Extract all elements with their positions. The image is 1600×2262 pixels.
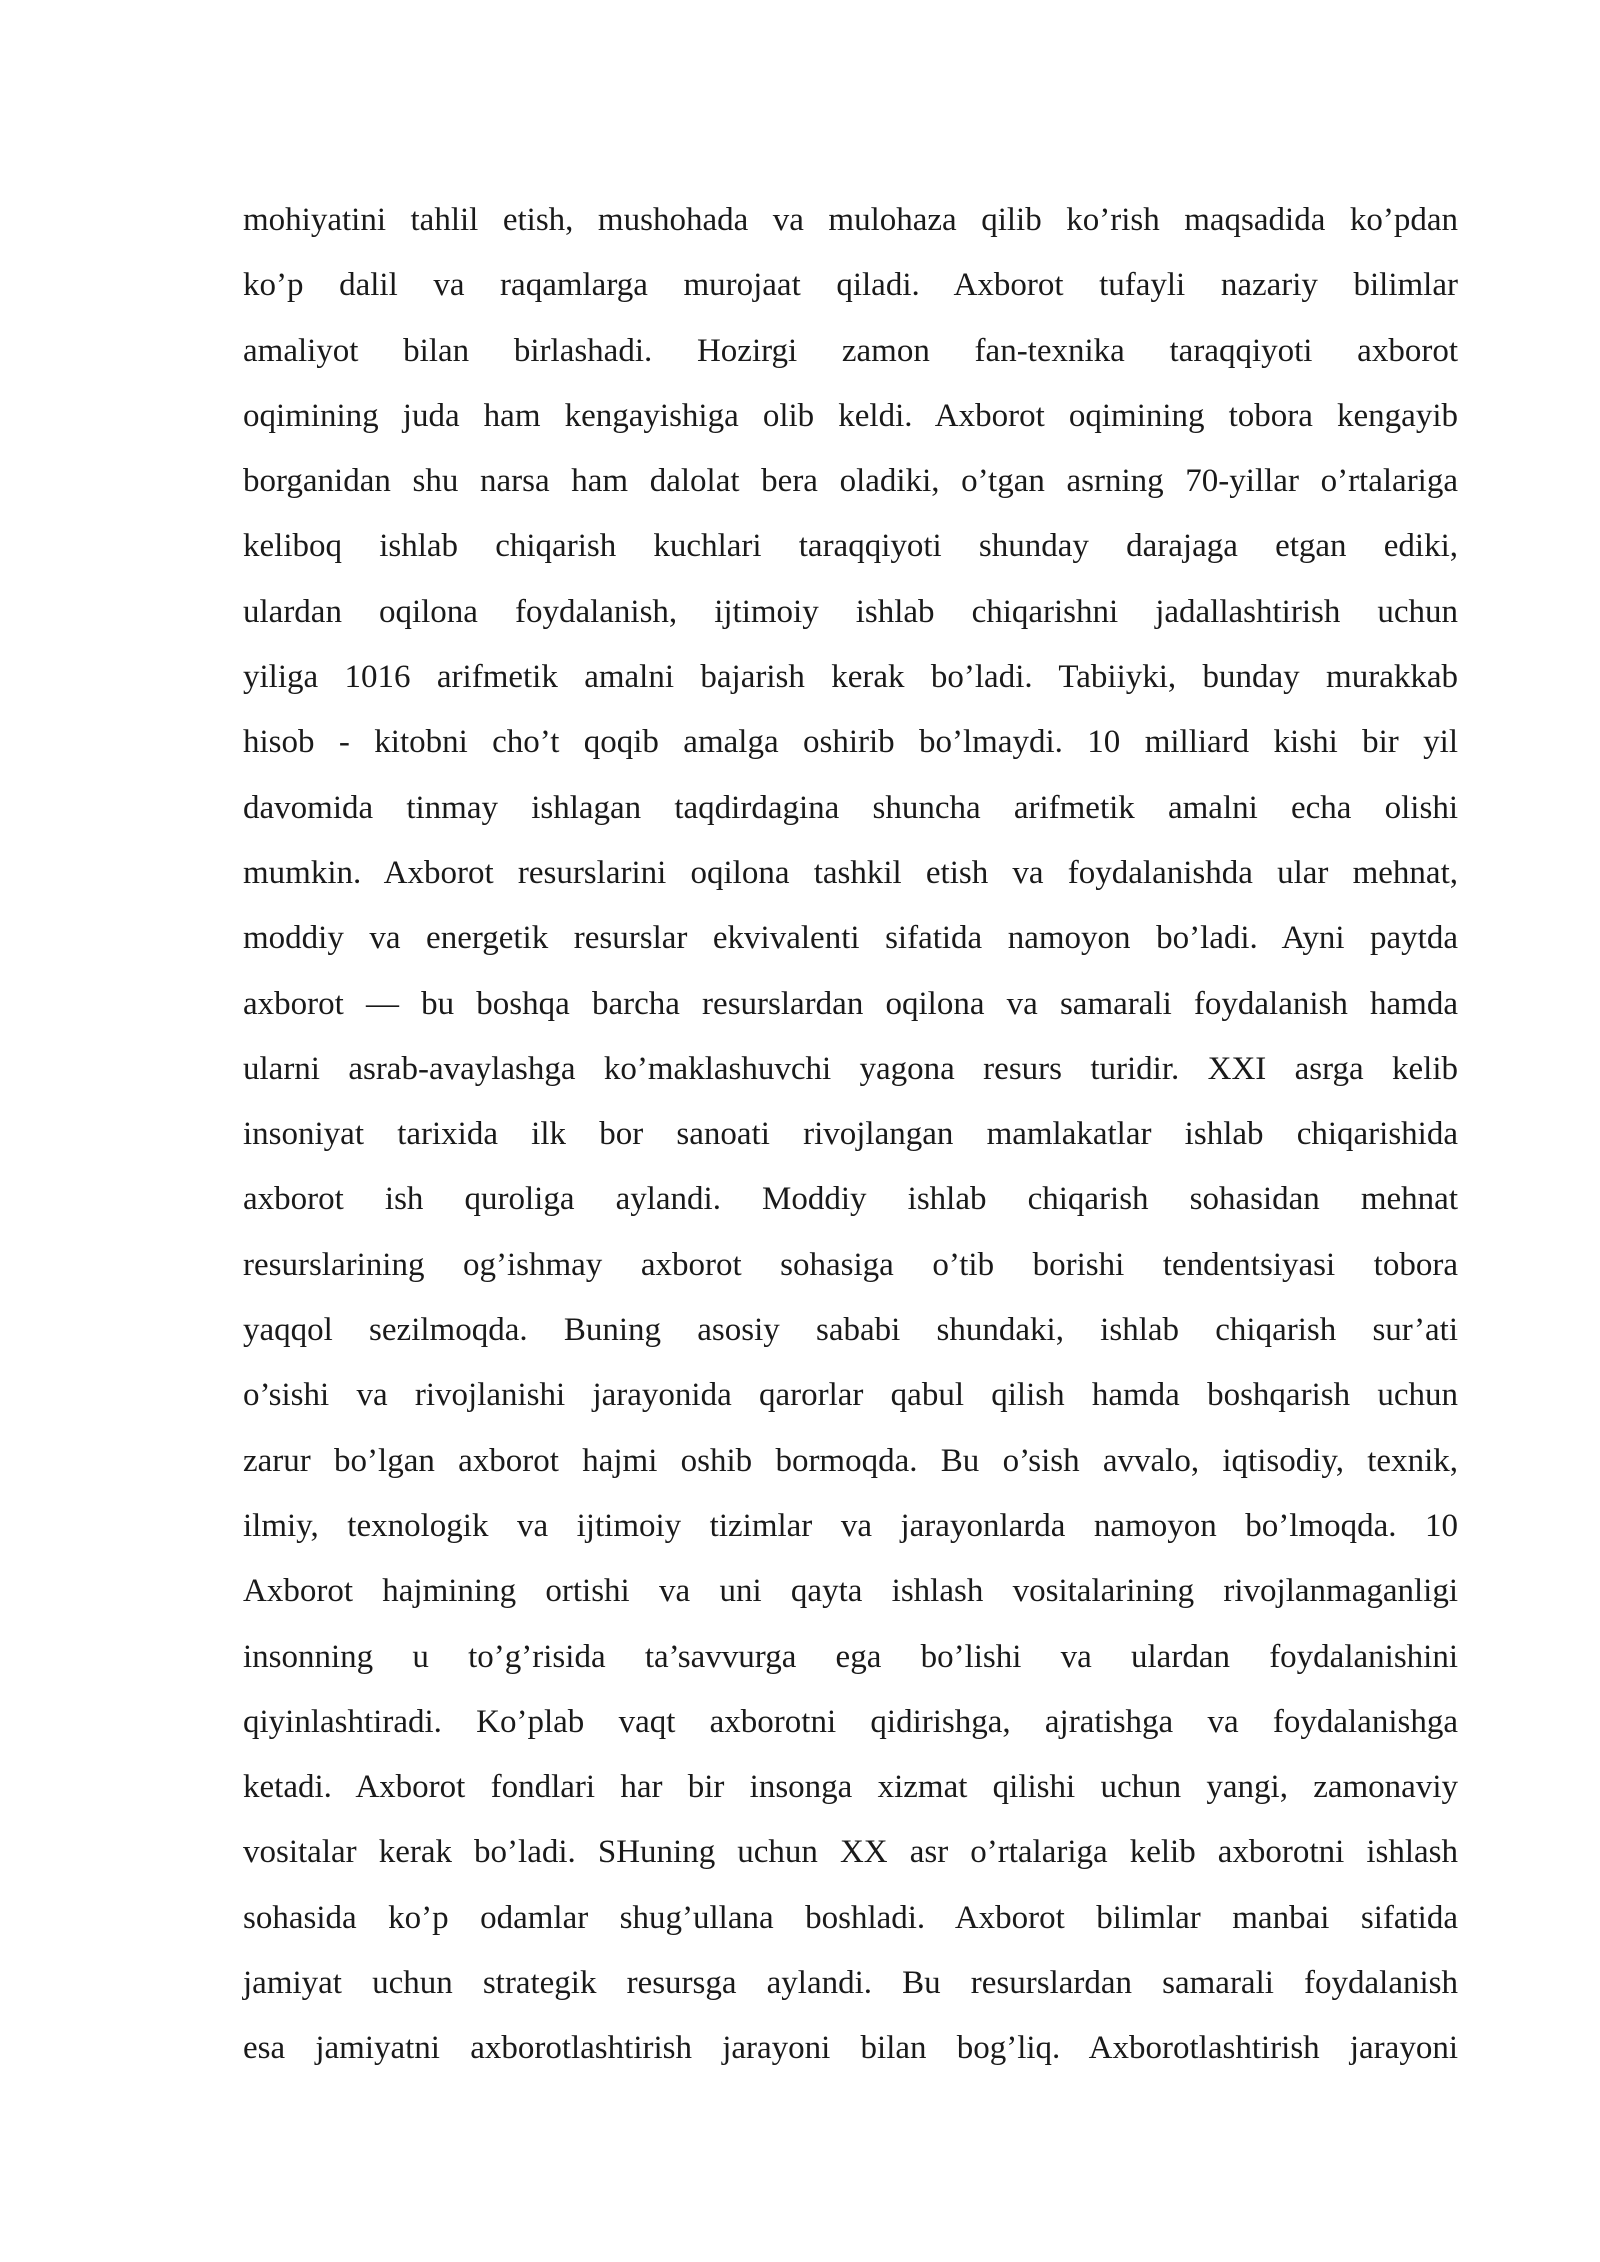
text-line: ko’p dalil va raqamlarga murojaat qiladi. Axborot tufayli nazariy bilimlar xyxy=(243,267,1458,304)
text-line: esa jamiyatni axborotlashtirish jarayoni bilan bog’liq. Axborotlashtirish jarayoni xyxy=(243,2030,1458,2067)
text-line: keliboq ishlab chiqarish kuchlari taraqqiyoti shunday darajaga etgan ediki, xyxy=(243,528,1458,565)
text-line: ulardan oqilona foydalanish, ijtimoiy ishlab chiqarishni jadallashtirish uchun xyxy=(243,593,1458,630)
text-line: moddiy va energetik resurslar ekvivalenti sifatida namoyon bo’ladi. Ayni paytda xyxy=(243,920,1458,957)
text-line: jamiyat uchun strategik resursga aylandi. Bu resurslardan samarali foydalanish xyxy=(243,1965,1458,2002)
body-paragraph xyxy=(243,188,1458,2082)
text-line: insonning u to’g’risida ta’savvurga ega bo’lishi va ulardan foydalanishini xyxy=(243,1638,1458,1675)
text-line: insoniyat tarixida ilk bor sanoati rivojlangan mamlakatlar ishlab chiqarishida xyxy=(243,1116,1458,1153)
text-line: yaqqol sezilmoqda. Buning asosiy sababi shundaki, ishlab chiqarish sur’ati xyxy=(243,1312,1458,1349)
text-line: amaliyot bilan birlashadi. Hozirgi zamon fan-texnika taraqqiyoti axborot xyxy=(243,332,1458,369)
text-line: hisob - kitobni cho’t qoqib amalga oshirib bo’lmaydi. 10 milliard kishi bir yil xyxy=(243,724,1458,761)
text-line: qiyinlashtiradi. Ko’plab vaqt axborotni qidirishga, ajratishga va foydalanishga xyxy=(243,1703,1458,1740)
text-line: yiliga 1016 arifmetik amalni bajarish kerak bo’ladi. Tabiiyki, bunday murakkab xyxy=(243,659,1458,696)
text-line: davomida tinmay ishlagan taqdirdagina shuncha arifmetik amalni echa olishi xyxy=(243,789,1458,826)
text-line: Axborot hajmining ortishi va uni qayta ishlash vositalarining rivojlanmaganligi xyxy=(243,1573,1458,1610)
text-line: sohasida ko’p odamlar shug’ullana boshladi. Axborot bilimlar manbai sifatida xyxy=(243,1899,1458,1936)
text-line: borganidan shu narsa ham dalolat bera oladiki, o’tgan asrning 70-yillar o’rtalariga xyxy=(243,463,1458,500)
text-line: vositalar kerak bo’ladi. SHuning uchun XX asr o’rtalariga kelib axborotni ishlash xyxy=(243,1834,1458,1871)
text-line: oqimining juda ham kengayishiga olib keldi. Axborot oqimining tobora kengayib xyxy=(243,397,1458,434)
text-line: ularni asrab-avaylashga ko’maklashuvchi yagona resurs turidir. XXI asrga kelib xyxy=(243,1050,1458,1087)
text-line: mohiyatini tahlil etish, mushohada va mulohaza qilib ko’rish maqsadida ko’pdan xyxy=(243,202,1458,238)
text-line: zarur bo’lgan axborot hajmi oshib bormoqda. Bu o’sish avvalo, iqtisodiy, texnik, xyxy=(243,1442,1458,1479)
text-line: o’sishi va rivojlanishi jarayonida qarorlar qabul qilish hamda boshqarish uchun xyxy=(243,1377,1458,1414)
text-line: ilmiy, texnologik va ijtimoiy tizimlar va jarayonlarda namoyon bo’lmoqda. 10 xyxy=(243,1507,1458,1544)
text-line: resurslarining og’ishmay axborot sohasiga o’tib borishi tendentsiyasi tobora xyxy=(243,1246,1458,1283)
text-line: axborot — bu boshqa barcha resurslardan oqilona va samarali foydalanish hamda xyxy=(243,985,1458,1022)
text-line: mumkin. Axborot resurslarini oqilona tashkil etish va foydalanishda ular mehnat, xyxy=(243,854,1458,891)
text-line: ketadi. Axborot fondlari har bir insonga xizmat qilishi uchun yangi, zamonaviy xyxy=(243,1769,1458,1806)
text-line: axborot ish quroliga aylandi. Moddiy ishlab chiqarish sohasidan mehnat xyxy=(243,1181,1458,1218)
